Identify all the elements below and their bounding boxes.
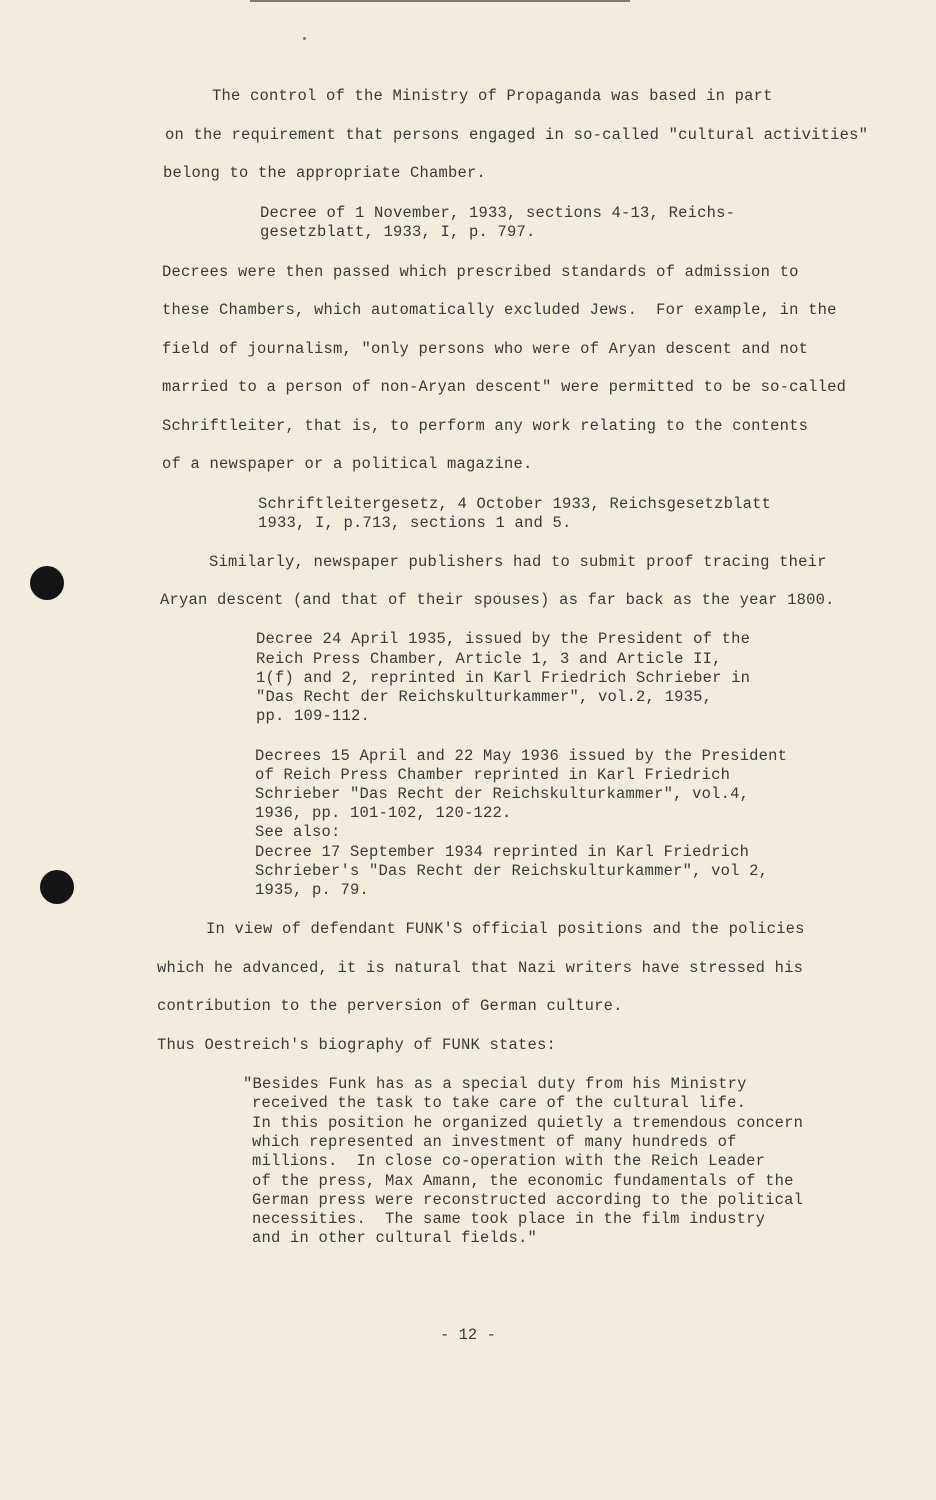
- text-line: Thus Oestreich's biography of FUNK states:: [157, 1036, 557, 1054]
- text-line: married to a person of non-Aryan descent" were permitted to be so-called: [162, 378, 847, 396]
- citation-line: Decree 24 April 1935, issued by the President of the: [256, 630, 751, 648]
- text-line: of a newspaper or a political magazine.: [162, 455, 533, 473]
- citation-line: Schrieber "Das Recht der Reichskulturkammer", vol.4,: [255, 785, 750, 803]
- quote-line: German press were reconstructed according to the political: [252, 1191, 804, 1209]
- text-line: contribution to the perversion of German culture.: [157, 997, 623, 1015]
- quote-line: "Besides Funk has as a special duty from his Ministry: [243, 1075, 747, 1093]
- text-line: on the requirement that persons engaged in so-called "cultural activities": [165, 126, 869, 144]
- citation-line: Schriftleitergesetz, 4 October 1933, Reichsgesetzblatt: [258, 495, 772, 513]
- citation-line: 1933, I, p.713, sections 1 and 5.: [258, 514, 572, 532]
- citation-line: pp. 109-112.: [256, 707, 371, 725]
- text-line: belong to the appropriate Chamber.: [163, 164, 487, 182]
- citation-line: Reich Press Chamber, Article 1, 3 and Article II,: [256, 650, 722, 668]
- citation-line: Decree 17 September 1934 reprinted in Karl Friedrich: [255, 843, 750, 861]
- page-number: - 12 -: [440, 1326, 496, 1344]
- top-edge-rule: [250, 0, 630, 2]
- citation-line: 1(f) and 2, reprinted in Karl Friedrich Schrieber in: [256, 669, 751, 687]
- citation-line: Decree of 1 November, 1933, sections 4-13, Reichs-: [260, 204, 736, 222]
- quote-line: of the press, Max Amann, the economic fundamentals of the: [252, 1172, 794, 1190]
- text-line: Decrees were then passed which prescribed standards of admission to: [162, 263, 799, 281]
- speck-mark: [303, 37, 306, 40]
- quote-line: and in other cultural fields.": [252, 1229, 538, 1247]
- quote-line: necessities. The same took place in the film industry: [252, 1210, 766, 1228]
- citation-line: "Das Recht der Reichskulturkammer", vol.2, 1935,: [256, 688, 713, 706]
- quote-line: received the task to take care of the cultural life.: [252, 1094, 747, 1112]
- text-line: Aryan descent (and that of their spouses) as far back as the year 1800.: [160, 591, 835, 609]
- text-line: Similarly, newspaper publishers had to submit proof tracing their: [209, 553, 827, 571]
- citation-line: Decrees 15 April and 22 May 1936 issued by the President: [255, 747, 788, 765]
- citation-line: Schrieber's "Das Recht der Reichskulturkammer", vol 2,: [255, 862, 769, 880]
- text-line: Schriftleiter, that is, to perform any work relating to the contents: [162, 417, 809, 435]
- quote-line: millions. In close co-operation with the Reich Leader: [252, 1152, 766, 1170]
- punch-hole-upper: [30, 566, 64, 600]
- punch-hole-lower: [40, 870, 74, 904]
- quote-line: In this position he organized quietly a tremendous concern: [252, 1114, 804, 1132]
- text-line: which he advanced, it is natural that Nazi writers have stressed his: [157, 959, 804, 977]
- quote-line: which represented an investment of many hundreds of: [252, 1133, 737, 1151]
- citation-line: of Reich Press Chamber reprinted in Karl Friedrich: [255, 766, 731, 784]
- citation-line: See also:: [255, 823, 341, 841]
- text-line: The control of the Ministry of Propaganda was based in part: [212, 87, 773, 105]
- text-line: these Chambers, which automatically excluded Jews. For example, in the: [162, 301, 837, 319]
- citation-line: 1935, p. 79.: [255, 881, 370, 899]
- text-line: field of journalism, "only persons who were of Aryan descent and not: [162, 340, 809, 358]
- text-line: In view of defendant FUNK'S official positions and the policies: [206, 920, 805, 938]
- citation-line: 1936, pp. 101-102, 120-122.: [255, 804, 512, 822]
- citation-line: gesetzblatt, 1933, I, p. 797.: [260, 223, 536, 241]
